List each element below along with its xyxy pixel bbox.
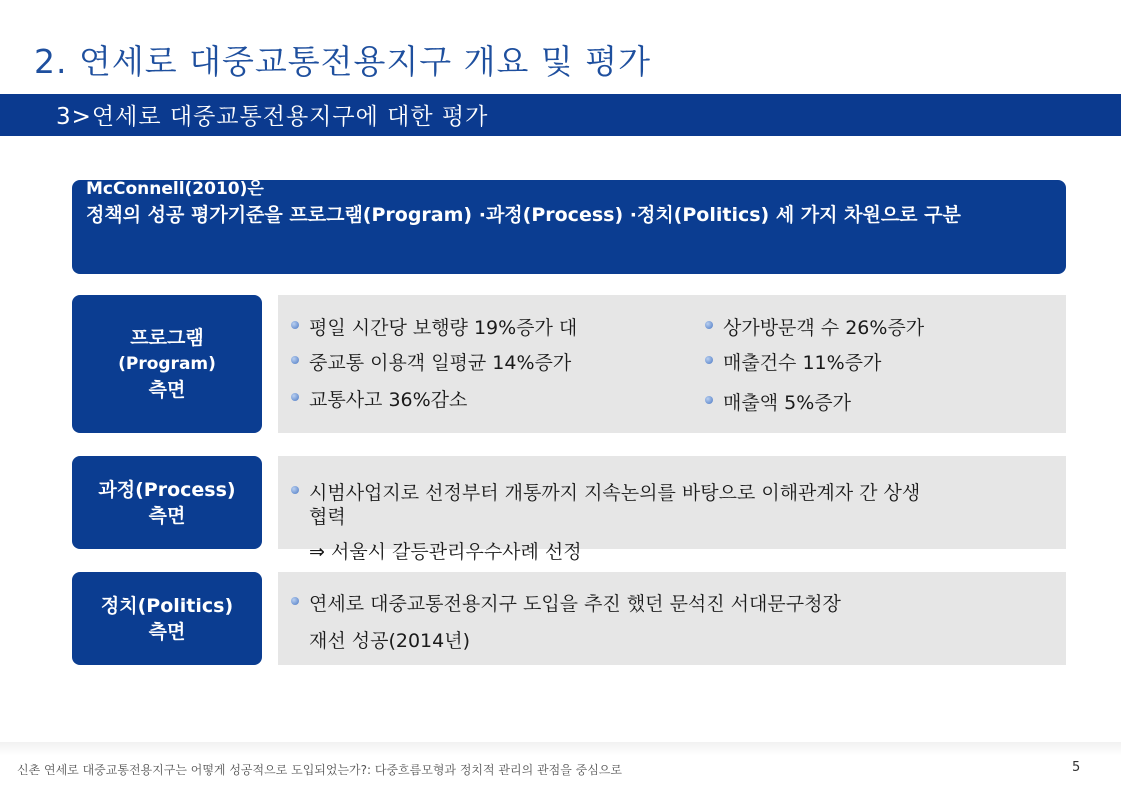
footer-divider bbox=[0, 742, 1121, 756]
program-label-line-3: 측면 bbox=[148, 379, 186, 401]
bullet-icon bbox=[291, 393, 299, 401]
process-label-box bbox=[72, 456, 262, 549]
section-banner bbox=[0, 94, 1121, 136]
politics-line-1: 연세로 대중교통전용지구 도입을 추진 했던 문석진 서대문구청장 bbox=[309, 593, 841, 615]
program-left-item-2: 중교통 이용객 일평균 14%증가 bbox=[309, 352, 572, 374]
list-item bbox=[309, 478, 920, 505]
program-right-item-1: 상가방문객 수 26%증가 bbox=[723, 317, 925, 339]
list-item bbox=[723, 388, 851, 415]
politics-label-line-1: 정치(Politics) bbox=[100, 594, 234, 617]
process-line-2: 협력 bbox=[309, 506, 346, 528]
program-label-line-2: (Program) bbox=[118, 354, 216, 374]
slide-title: 2. 연세로 대중교통전용지구 개요 및 평가 bbox=[34, 42, 651, 81]
politics-label-line-2: 측면 bbox=[148, 620, 186, 643]
intro-box bbox=[72, 180, 1066, 274]
process-panel bbox=[278, 456, 1066, 563]
list-item bbox=[309, 348, 571, 375]
program-left-item-3: 교통사고 36%감소 bbox=[309, 389, 468, 411]
list-item bbox=[723, 313, 924, 340]
bullet-icon bbox=[291, 356, 299, 364]
process-line-3: ⇒ 서울시 갈등관리우수사례 선정 bbox=[309, 541, 582, 563]
intro-line-1: McConnell(2010)은 bbox=[86, 180, 264, 199]
list-item bbox=[309, 313, 577, 340]
list-item bbox=[309, 385, 467, 412]
bullet-icon bbox=[291, 321, 299, 329]
footer-text: 신촌 연세로 대중교통전용지구는 어떻게 성공적으로 도입되었는가?: 다중흐름모형과 정치적 관리의 관점을 중심으로 bbox=[17, 763, 622, 777]
program-left-item-1: 평일 시간당 보행량 19%증가 대 bbox=[309, 317, 578, 339]
list-item bbox=[309, 589, 841, 616]
bullet-icon bbox=[705, 396, 713, 404]
page-number: 5 bbox=[1072, 760, 1081, 775]
bullet-icon bbox=[291, 597, 299, 605]
bullet-icon bbox=[705, 356, 713, 364]
program-panel bbox=[278, 295, 1066, 433]
intro-line-2: 정책의 성공 평가기준을 프로그램(Program) ·과정(Process) ·정치(Politics) 세 가지 차원으로 구분 bbox=[86, 204, 961, 226]
bullet-icon bbox=[291, 486, 299, 494]
list-item bbox=[723, 348, 881, 375]
politics-line-2: 재선 성공(2014년) bbox=[309, 630, 470, 652]
process-line-1: 시범사업지로 선정부터 개통까지 지속논의를 바탕으로 이해관계자 간 상생 bbox=[309, 482, 921, 504]
program-label-box bbox=[72, 295, 262, 433]
bullet-icon bbox=[705, 321, 713, 329]
politics-panel bbox=[278, 572, 1066, 665]
process-label-line-2: 측면 bbox=[148, 504, 186, 527]
politics-label-box bbox=[72, 572, 262, 665]
program-label-line-1: 프로그램 bbox=[130, 327, 204, 349]
process-label-line-1: 과정(Process) bbox=[98, 478, 236, 501]
program-right-item-3: 매출액 5%증가 bbox=[723, 392, 851, 414]
section-subtitle: 3>연세로 대중교통전용지구에 대한 평가 bbox=[56, 104, 489, 130]
program-right-item-2: 매출건수 11%증가 bbox=[723, 352, 882, 374]
